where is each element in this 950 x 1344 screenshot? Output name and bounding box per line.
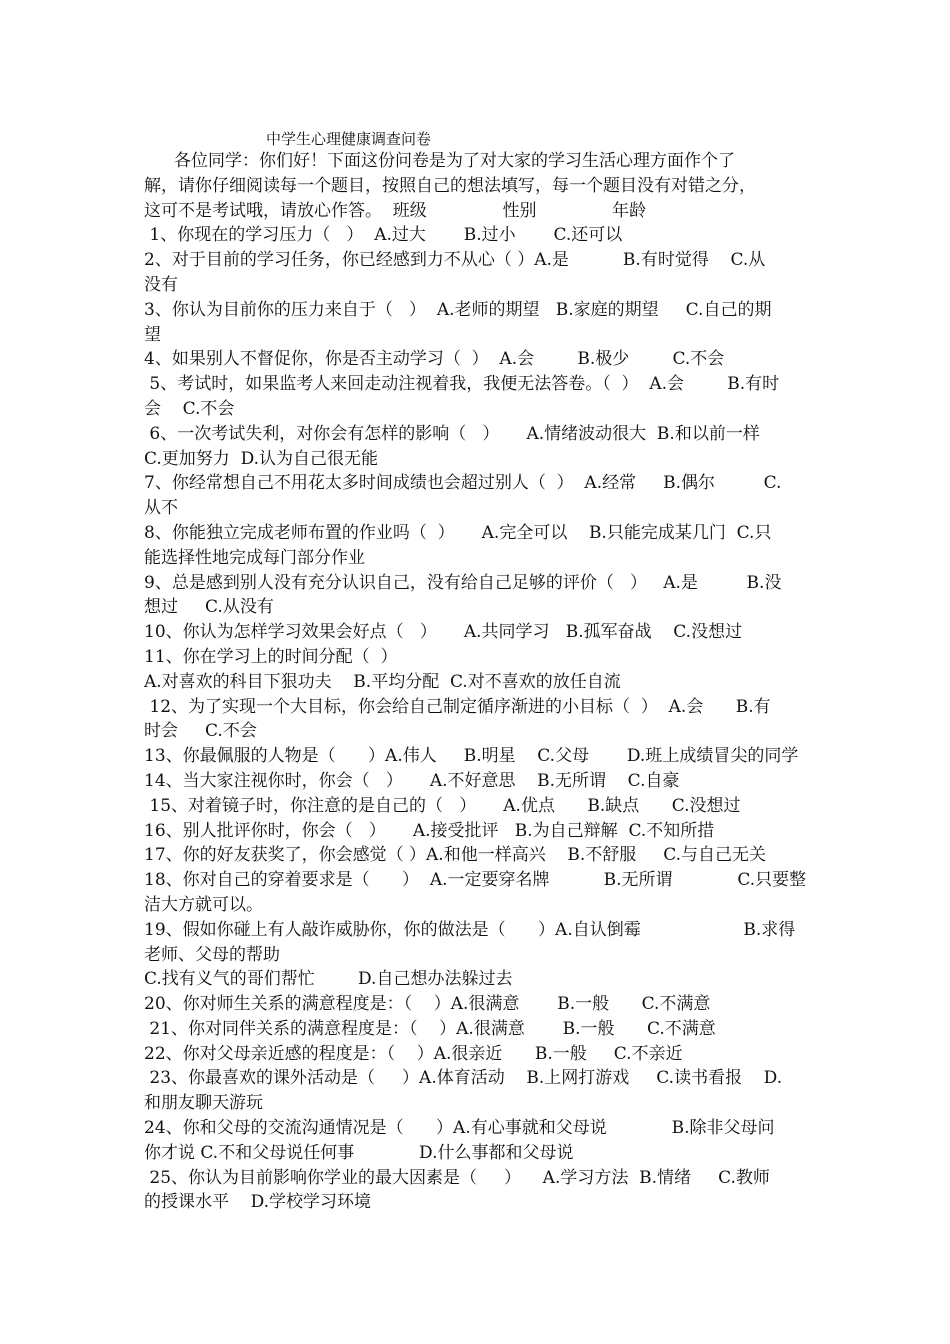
- question-line: 19、假如你碰上有人敲诈威胁你，你的做法是（ ）A.自认倒霉 B.求得: [144, 919, 796, 940]
- question-line: 想过 C.从没有: [144, 597, 274, 618]
- question-line: C.更加努力 D.认为自己很无能: [144, 448, 379, 469]
- intro-line: 各位同学：你们好！下面这份问卷是为了对大家的学习生活心理方面作个了: [174, 151, 735, 171]
- question-line: 的授课水平 D.学校学习环境: [144, 1192, 372, 1213]
- question-line: 没有: [144, 274, 178, 295]
- question-line: 15、对着镜子时，你注意的是自己的（ ） A.优点 B.缺点 C.没想过: [144, 795, 741, 816]
- question-line: 洁大方就可以。: [144, 894, 263, 915]
- question-line: 9、总是感到别人没有充分认识自己，没有给自己足够的评价（ ） A.是 B.没: [144, 572, 782, 593]
- intro-line: 解，请你仔细阅读每一个题目，按照自己的想法填写，每一个题目没有对错之分，: [144, 175, 756, 196]
- question-line: 会 C.不会: [144, 398, 235, 419]
- question-line: 16、别人批评你时，你会（ ） A.接受批评 B.为自己辩解 C.不知所措: [144, 820, 715, 841]
- question-line: 18、你对自己的穿着要求是（ ） A.一定要穿名牌 B.无所谓 C.只要整: [144, 870, 807, 891]
- question-line: 21、你对同伴关系的满意程度是：（ ）A.很满意 B.一般 C.不满意: [144, 1018, 716, 1039]
- question-line: 7、你经常想自己不用花太多时间成绩也会超过别人（ ） A.经常 B.偶尔 C.: [144, 473, 782, 494]
- question-line: 望: [144, 324, 161, 345]
- question-line: 3、你认为目前你的压力来自于（ ） A.老师的期望 B.家庭的期望 C.自己的期: [144, 299, 772, 320]
- question-line: 时会 C.不会: [144, 721, 257, 742]
- question-line: 23、你最喜欢的课外活动是（ ）A.体育活动 B.上网打游戏 C.读书看报 D.: [144, 1068, 783, 1089]
- question-line: 14、当大家注视你时，你会（ ） A.不好意思 B.无所谓 C.自豪: [144, 770, 680, 791]
- question-line: 能选择性地完成每门部分作业: [144, 547, 365, 568]
- question-line: 22、你对父母亲近感的程度是：（ ）A.很亲近 B.一般 C.不亲近: [144, 1043, 683, 1064]
- question-line: C.找有义气的哥们帮忙 D.自己想办法躲过去: [144, 969, 513, 990]
- question-line: 10、你认为怎样学习效果会好点（ ） A.共同学习 B.孤军奋战 C.没想过: [144, 622, 743, 643]
- question-line: 和朋友聊天游玩: [144, 1093, 263, 1114]
- question-line: 25、你认为目前影响你学业的最大因素是（ ） A.学习方法 B.情绪 C.教师: [144, 1167, 770, 1188]
- question-line: 1、你现在的学习压力（ ） A.过大 B.过小 C.还可以: [144, 225, 623, 246]
- question-line: A.对喜欢的科目下狠功夫 B.平均分配 C.对不喜欢的放任自流: [144, 671, 621, 692]
- question-line: 13、你最佩服的人物是（ ）A.伟人 B.明星 C.父母 D.班上成绩冒尖的同学: [144, 746, 799, 767]
- question-line: 从不: [144, 498, 178, 519]
- question-line: 6、一次考试失利，对你会有怎样的影响（ ） A.情绪波动很大 B.和以前一样: [144, 423, 760, 444]
- page-title: 中学生心理健康调查问卷: [266, 130, 432, 148]
- question-line: 20、你对师生关系的满意程度是：（ ）A.很满意 B.一般 C.不满意: [144, 994, 711, 1015]
- question-line: 你才说 C.不和父母说任何事 D.什么事都和父母说: [144, 1142, 574, 1163]
- question-line: 24、你和父母的交流沟通情况是（ ）A.有心事就和父母说 B.除非父母问: [144, 1118, 775, 1139]
- question-line: 4、如果别人不督促你，你是否主动学习（ ） A.会 B.极少 C.不会: [144, 349, 725, 370]
- questionnaire-body: [144, 149, 812, 1215]
- question-line: 17、你的好友获奖了，你会感觉（ ）A.和他一样高兴 B.不舒服 C.与自己无关: [144, 845, 767, 866]
- question-line: 12、为了实现一个大目标，你会给自己制定循序渐进的小目标（ ） A.会 B.有: [144, 696, 771, 717]
- intro-line: 这可不是考试哦，请放心作答。 班级 性别 年龄: [144, 200, 647, 221]
- question-line: 5、考试时，如果监考人来回走动注视着我，我便无法答卷。（ ） A.会 B.有时: [144, 374, 780, 395]
- question-line: 11、你在学习上的时间分配（ ）: [144, 646, 398, 667]
- question-line: 2、对于目前的学习任务，你已经感到力不从心（ ）A.是 B.有时觉得 C.从: [144, 250, 766, 271]
- question-line: 老师、父母的帮助: [144, 944, 280, 965]
- question-line: 8、你能独立完成老师布置的作业吗（ ） A.完全可以 B.只能完成某几门 C.只: [144, 522, 772, 543]
